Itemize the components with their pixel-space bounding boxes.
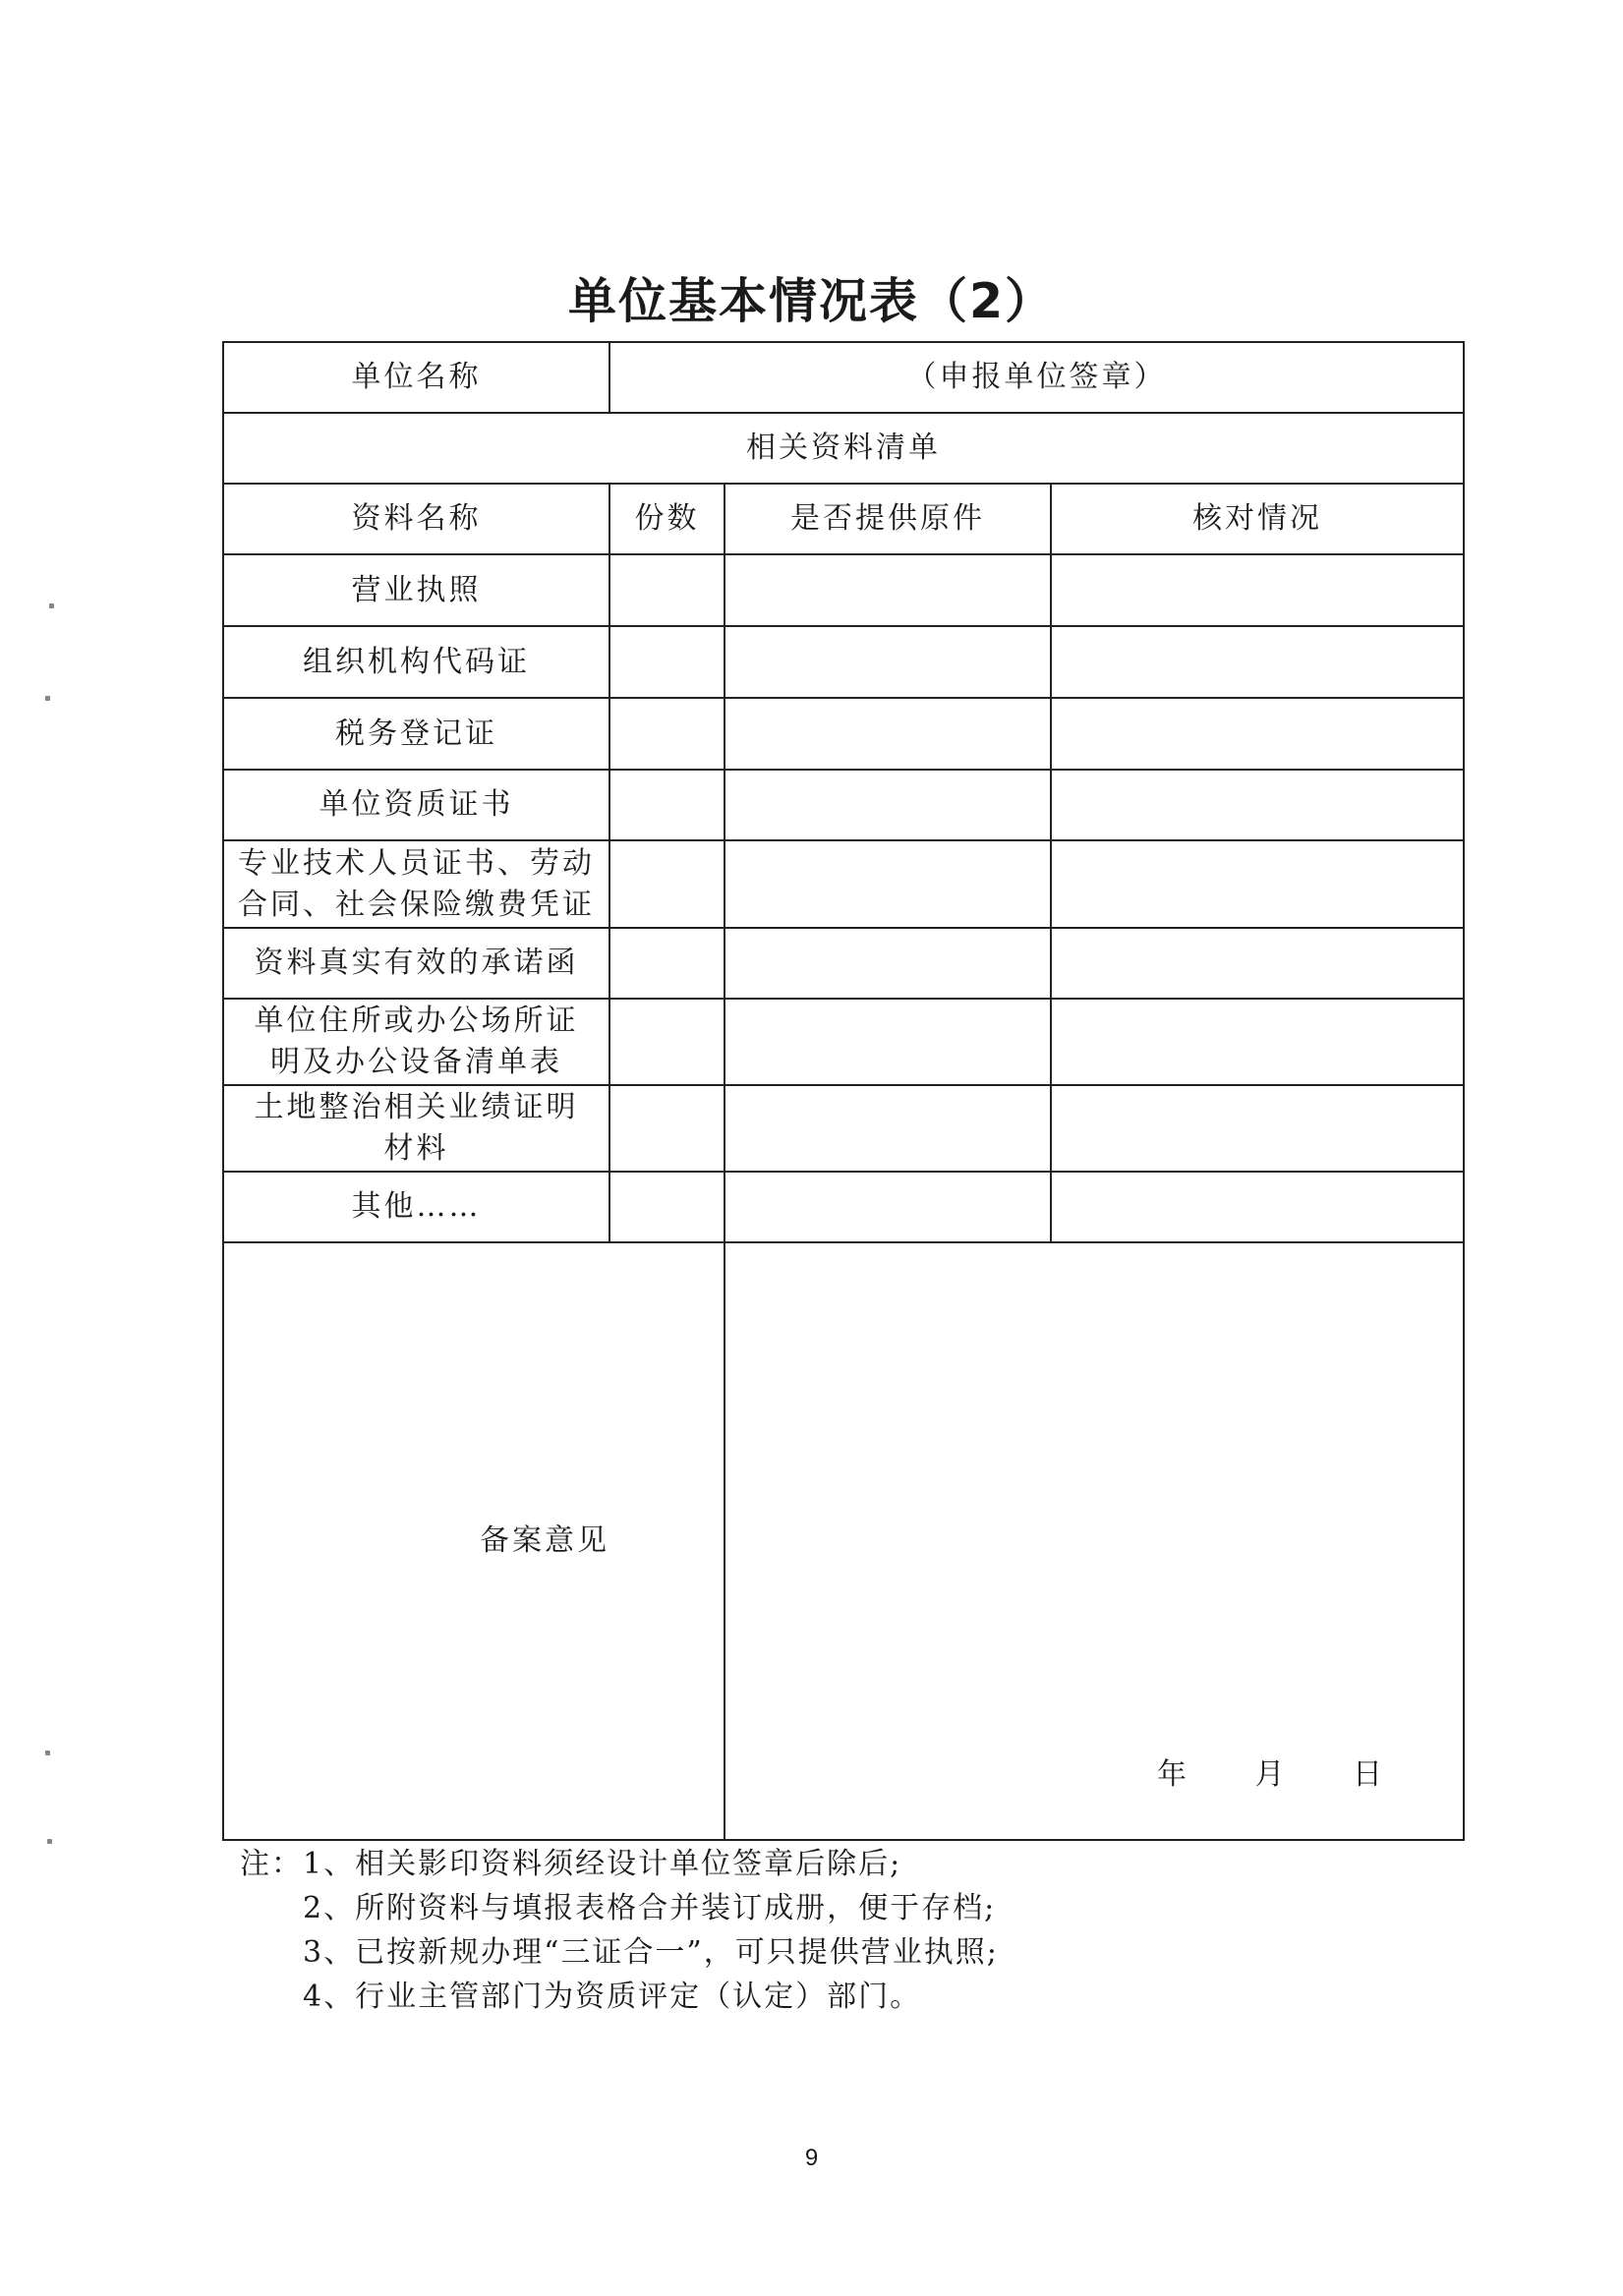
seal-hint: （申报单位签章） <box>906 360 1167 394</box>
verification-cell[interactable] <box>1051 1085 1464 1172</box>
verification-cell[interactable] <box>1051 840 1464 928</box>
document-name: 资料真实有效的承诺函 <box>223 928 609 999</box>
document-name: 组织机构代码证 <box>223 626 609 698</box>
original-provided-cell[interactable] <box>725 1172 1051 1242</box>
scan-speck <box>47 1839 52 1844</box>
filing-opinion-label: 备案意见 <box>223 1242 725 1840</box>
verification-cell[interactable] <box>1051 698 1464 770</box>
copies-cell[interactable] <box>609 626 725 698</box>
table-row <box>223 1172 1464 1242</box>
document-name: 营业执照 <box>223 554 609 626</box>
scan-speck <box>49 603 54 608</box>
copies-cell[interactable] <box>609 1085 725 1172</box>
date-line <box>1102 1754 1384 1796</box>
column-header: 份数 <box>609 484 725 554</box>
original-provided-cell[interactable] <box>725 999 1051 1085</box>
unit-info-table <box>222 341 1465 1841</box>
original-provided-cell[interactable] <box>725 1085 1051 1172</box>
original-provided-cell[interactable] <box>725 698 1051 770</box>
note-item: 2、所附资料与填报表格合并装订成册，便于存档; <box>303 1891 997 1925</box>
verification-cell[interactable] <box>1051 554 1464 626</box>
column-header: 是否提供原件 <box>725 484 1051 554</box>
column-header: 资料名称 <box>223 484 609 554</box>
table-row <box>223 999 1464 1085</box>
unit-name-label: 单位名称 <box>223 342 609 413</box>
copies-cell[interactable] <box>609 999 725 1085</box>
original-provided-cell[interactable] <box>725 840 1051 928</box>
date-day: 日 <box>1353 1757 1385 1792</box>
copies-cell[interactable] <box>609 770 725 840</box>
document-name: 税务登记证 <box>223 698 609 770</box>
document-name: 其他…… <box>223 1172 609 1242</box>
verification-cell[interactable] <box>1051 626 1464 698</box>
table-row <box>223 928 1464 999</box>
page-number: 9 <box>804 2145 819 2171</box>
table-row <box>223 1085 1464 1172</box>
original-provided-cell[interactable] <box>725 928 1051 999</box>
column-header-row <box>223 484 1464 554</box>
verification-cell[interactable] <box>1051 1172 1464 1242</box>
verification-cell[interactable] <box>1051 928 1464 999</box>
unit-seal-field[interactable] <box>609 342 1464 413</box>
table-row <box>223 770 1464 840</box>
table-row <box>223 554 1464 626</box>
unit-name-row <box>223 342 1464 413</box>
note-item: 注：1、相关影印资料须经设计单位签章后除后; <box>240 1847 902 1881</box>
verification-cell[interactable] <box>1051 770 1464 840</box>
filing-opinion-field[interactable] <box>725 1242 1464 1840</box>
column-header: 核对情况 <box>1051 484 1464 554</box>
original-provided-cell[interactable] <box>725 626 1051 698</box>
date-year: 年 <box>1156 1757 1188 1792</box>
section-header: 相关资料清单 <box>223 413 1464 484</box>
notes <box>240 1842 999 2019</box>
scan-speck <box>45 696 50 701</box>
table-row <box>223 698 1464 770</box>
filing-opinion-row <box>223 1242 1464 1840</box>
copies-cell[interactable] <box>609 928 725 999</box>
original-provided-cell[interactable] <box>725 554 1051 626</box>
document-name: 单位住所或办公场所证 明及办公设备清单表 <box>223 999 609 1085</box>
date-month: 月 <box>1254 1757 1287 1792</box>
copies-cell[interactable] <box>609 698 725 770</box>
original-provided-cell[interactable] <box>725 770 1051 840</box>
document-name: 单位资质证书 <box>223 770 609 840</box>
document-name: 专业技术人员证书、劳动 合同、社会保险缴费凭证 <box>223 840 609 928</box>
table-row <box>223 840 1464 928</box>
note-item: 4、行业主管部门为资质评定（认定）部门。 <box>303 1980 922 2014</box>
note-item: 3、已按新规办理“三证合一”，可只提供营业执照; <box>303 1935 999 1970</box>
copies-cell[interactable] <box>609 1172 725 1242</box>
table-row <box>223 626 1464 698</box>
verification-cell[interactable] <box>1051 999 1464 1085</box>
copies-cell[interactable] <box>609 554 725 626</box>
document-name: 土地整治相关业绩证明 材料 <box>223 1085 609 1172</box>
page-title: 单位基本情况表（2） <box>567 273 1056 329</box>
scan-speck <box>45 1751 50 1755</box>
copies-cell[interactable] <box>609 840 725 928</box>
